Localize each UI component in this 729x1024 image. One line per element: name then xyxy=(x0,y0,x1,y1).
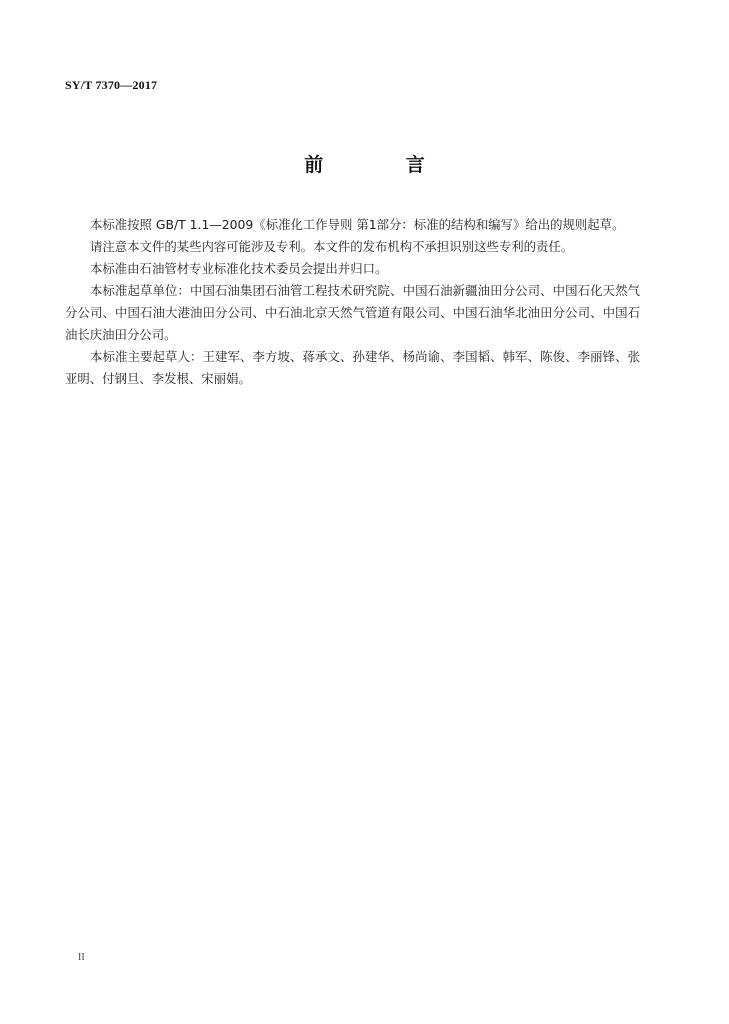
page-title: 前 言 xyxy=(304,154,463,176)
paragraph-drafting-rules: 本标准按照 GB/T 1.1—2009《标准化工作导则 第1部分：标准的结构和编写》给出的规则起草。 xyxy=(90,217,625,232)
paragraph-drafting-units: 本标准起草单位：中国石油集团石油管工程技术研究院、中国石油新疆油田分公司、中国石化天然气分公司、中国石油大港油田分公司、中石油北京天然气管道有限公司、中国石油华北油田分公司、中国石油长庆油田分公司。 xyxy=(65,283,640,342)
paragraph-drafters: 本标准主要起草人：王建军、李方坡、蒋承文、孙建华、杨尚谕、李国韬、韩军、陈俊、李丽锋、张亚明、付钢旦、李发根、宋丽娟。 xyxy=(65,349,640,386)
page-number: II xyxy=(78,952,85,963)
body-text xyxy=(65,214,640,390)
document-code: SY/T 7370—2017 xyxy=(65,78,158,92)
paragraph-committee: 本标准由石油管材专业标准化技术委员会提出并归口。 xyxy=(90,261,388,276)
paragraph-patent-notice: 请注意本文件的某些内容可能涉及专利。本文件的发布机构不承担识别这些专利的责任。 xyxy=(90,239,574,254)
